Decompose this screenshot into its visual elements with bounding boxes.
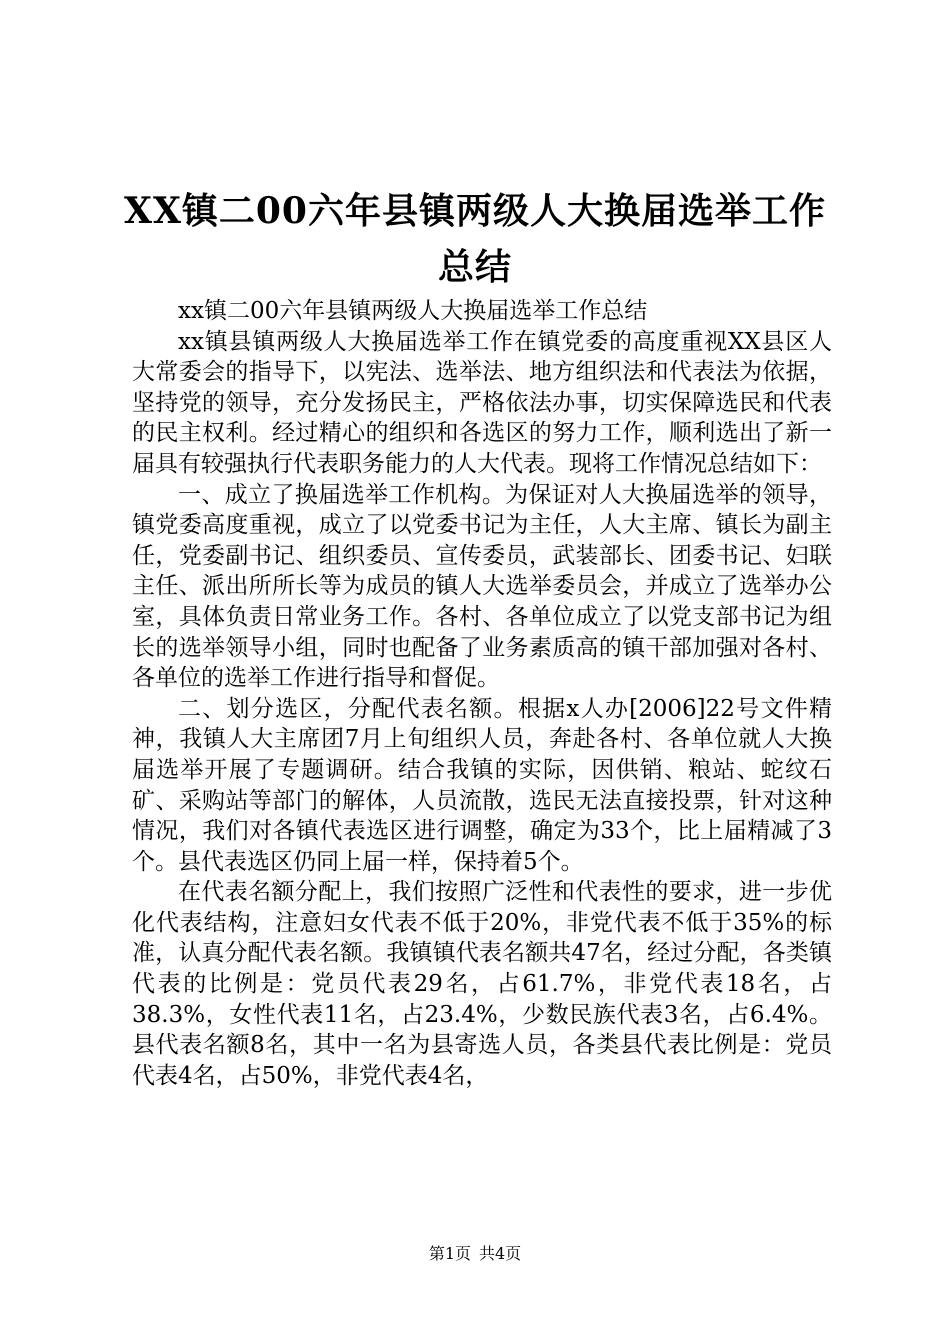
document-body	[132, 296, 832, 1091]
page-number: 第1页	[428, 1244, 471, 1263]
paragraph-subtitle: xx镇二00六年县镇两级人大换届选举工作总结	[178, 298, 648, 324]
paragraph-section-one: 一、成立了换届选举工作机构。为保证对人大换届选举的领导，镇党委高度重视，成立了以党委书记为主任，人大主席、镇长为副主任，党委副书记、组织委员、宣传委员，武装部长、团委书记、妇联主任、派出所所长等为成员的镇人大选举委员会，并成立了选举办公室，具体负责日常业务工作。各村、各单位成立了以党支部书记为组长的选举领导小组，同时也配备了业务素质高的镇干部加强对各村、各单位的选举工作进行指导和督促。	[132, 481, 832, 692]
page-total: 共4页	[479, 1244, 522, 1263]
paragraph-quota-allocation: 在代表名额分配上，我们按照广泛性和代表性的要求，进一步优化代表结构，注意妇女代表不低于20%，非党代表不低于35%的标准，认真分配代表名额。我镇镇代表名额共47名，经过分配，各类镇代表的比例是：党员代表29名，占61.7%，非党代表18名，占38.3%，女性代表11名，占23.4%，少数民族代表3名，占6.4%。县代表名额8名，其中一名为县寄选人员，各类县代表比例是：党员代表4名，占50%，非党代表4名，	[132, 879, 832, 1089]
paragraph-intro: xx镇县镇两级人大换届选举工作在镇党委的高度重视XX县区人大常委会的指导下，以宪法、选举法、地方组织法和代表法为依据，坚持党的领导，充分发扬民主，严格依法办事，切实保障选民和代表的民主权利。经过精心的组织和各选区的努力工作，顺利选出了新一届具有较强执行代表职务能力的人大代表。现将工作情况总结如下：	[132, 328, 832, 477]
paragraph-section-two: 二、划分选区，分配代表名额。根据x人办[2006]22号文件精神，我镇人大主席团7月上旬组织人员，奔赴各村、各单位就人大换届选举开展了专题调研。结合我镇的实际，因供销、粮站、蛇纹石矿、采购站等部门的解体，人员流散，选民无法直接投票，针对这种情况，我们对各镇代表选区进行调整，确定为33个，比上届精减了3个。县代表选区仍同上届一样，保持着5个。	[132, 695, 832, 875]
page-footer	[0, 1244, 950, 1264]
document-title: XX镇二00六年县镇两级人大换届选举工作总结	[124, 190, 826, 288]
